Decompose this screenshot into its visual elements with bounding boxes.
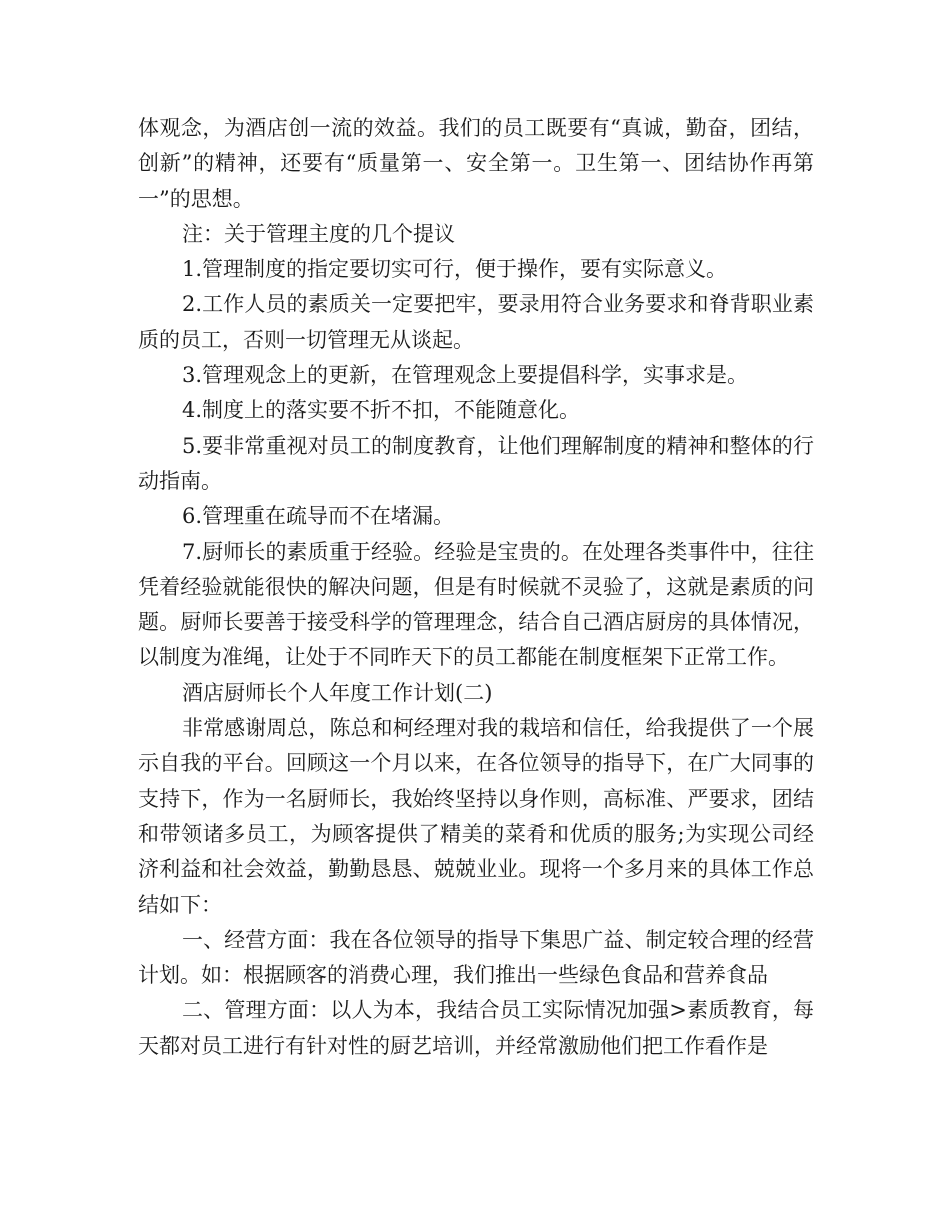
paragraph-12: 一、经营方面：我在各位领导的指导下集思广益、制定较合理的经营计划。如：根据顾客的消费心理，我们推出一些绿色食品和营养食品 (138, 927, 814, 988)
paragraph-3: 1.管理制度的指定要切实可行，便于操作，要有实际意义。 (182, 257, 728, 282)
paragraph-8: 6.管理重在疏导而不在堵漏。 (182, 504, 455, 529)
section-heading: 酒店厨师长个人年度工作计划(二) (182, 680, 493, 705)
paragraph-13: 二、管理方面：以人为本，我结合员工实际情况加强>素质教育，每天都对员工进行有针对性的厨艺培训，并经常激励他们把工作看作是 (138, 998, 814, 1058)
paragraph-11: 非常感谢周总，陈总和柯经理对我的栽培和信任，给我提供了一个展示自我的平台。回顾这一个月以来，在各位领导的指导下，在广大同事的支持下，作为一名厨师长，我始终坚持以身作则，高标准、严要求，团结和带领诸多员工，为顾客提供了精美的菜肴和优质的服务;为实现公司经济利益和社会效益，勤勤恳恳、兢兢业业。现将一个多月来的具体工作总结如下： (138, 716, 814, 917)
paragraph-2: 注：关于管理主度的几个提议 (182, 221, 455, 246)
paragraph-6: 4.制度上的落实要不折不扣，不能随意化。 (182, 398, 581, 423)
document-page (138, 111, 814, 1064)
paragraph-9: 7.厨师长的素质重于经验。经验是宝贵的。在处理各类事件中，往往凭着经验就能很快的解决问题，但是有时候就不灵验了，这就是素质的问题。厨师长要善于接受科学的管理理念，结合自己酒店厨房的具体情况，以制度为准绳，让处于不同昨天下的员工都能在制度框架下正常工作。 (138, 539, 814, 670)
paragraph-1: 体观念，为酒店创一流的效益。我们的员工既要有“真诚，勤奋，团结，创新”的精神，还要有“质量第一、安全第一。卫生第一、团结协作再第一”的思想。 (138, 116, 814, 211)
paragraph-5: 3.管理观念上的更新，在管理观念上要提倡科学，实事求是。 (182, 363, 749, 388)
paragraph-7: 5.要非常重视对员工的制度教育，让他们理解制度的精神和整体的行动指南。 (138, 433, 814, 493)
paragraph-4: 2.工作人员的素质关一定要把牢，要录用符合业务要求和脊背职业素质的员工，否则一切管理无从谈起。 (138, 292, 814, 352)
